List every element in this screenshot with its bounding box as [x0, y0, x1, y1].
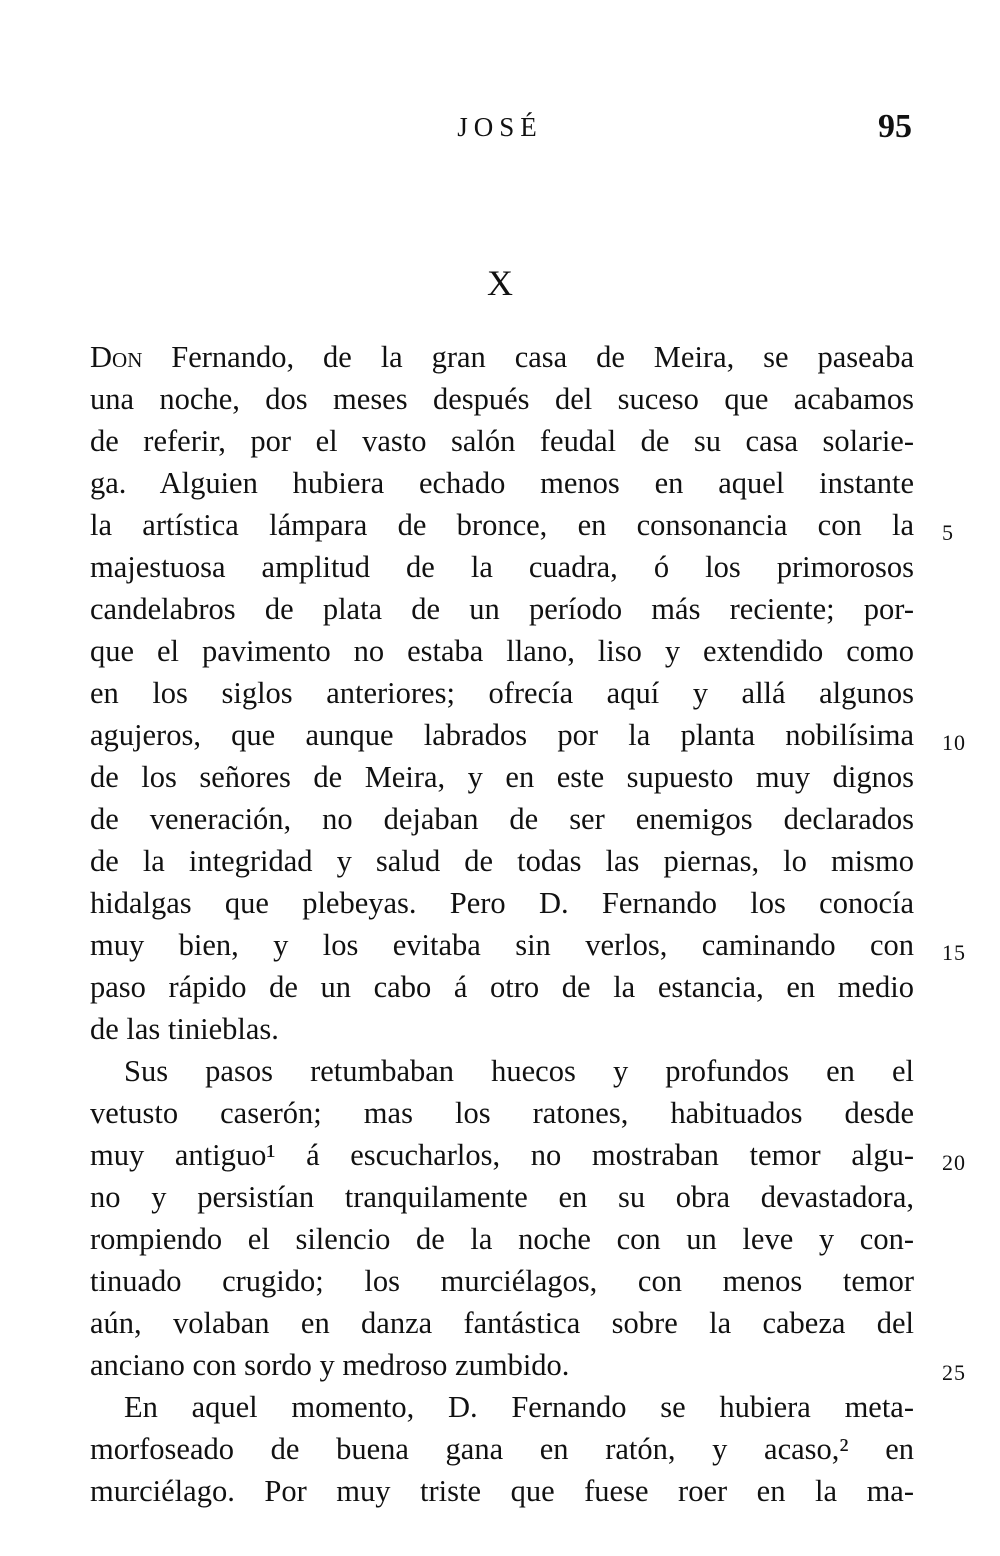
- text-line: tinuado crugido; los murciélagos, con menos temor: [90, 1264, 914, 1298]
- line-number-marker: 15: [942, 940, 966, 965]
- text-line: anciano con sordo y medroso zumbido.: [90, 1348, 570, 1382]
- running-head: [0, 108, 1000, 152]
- small-caps-word: Don: [90, 340, 143, 374]
- text-line: ga. Alguien hubiera echado menos en aquel instante: [90, 466, 914, 500]
- line-number-marker: 20: [942, 1150, 966, 1175]
- text-line: agujeros, que aunque labrados por la planta nobilísima: [90, 718, 914, 752]
- text-line: aún, volaban en danza fantástica sobre la cabeza del: [90, 1306, 914, 1340]
- text-line: en los siglos anteriores; ofrecía aquí y allá algunos: [90, 676, 914, 710]
- line-number-marker: 5: [942, 520, 954, 545]
- text-line: Sus pasos retumbaban huecos y profundos en el: [124, 1054, 914, 1088]
- text-line: Don Fernando, de la gran casa de Meira, se paseaba: [90, 340, 914, 374]
- text-line: de la integridad y salud de todas las piernas, lo mismo: [90, 844, 914, 878]
- text-line: morfoseado de buena gana en ratón, y acaso,² en: [90, 1432, 914, 1466]
- text-line: majestuosa amplitud de la cuadra, ó los primorosos: [90, 550, 914, 584]
- line-number-marker: 25: [942, 1360, 966, 1385]
- page-number: 95: [878, 108, 912, 145]
- text-line: no y persistían tranquilamente en su obra devastadora,: [90, 1180, 914, 1214]
- text-line: que el pavimento no estaba llano, liso y extendido como: [90, 634, 914, 668]
- text-line: de las tinieblas.: [90, 1012, 279, 1046]
- text-line: murciélago. Por muy triste que fuese roer en la ma-: [90, 1474, 914, 1508]
- body-text: [90, 336, 914, 1512]
- text-line: candelabros de plata de un período más reciente; por-: [90, 592, 914, 626]
- running-title: JOSÉ: [457, 112, 543, 142]
- text-line: una noche, dos meses después del suceso que acabamos: [90, 382, 914, 416]
- text-line: hidalgas que plebeyas. Pero D. Fernando los conocía: [90, 886, 914, 920]
- line-number-marker: 10: [942, 730, 966, 755]
- text-line: de los señores de Meira, y en este supuesto muy dignos: [90, 760, 914, 794]
- text-line: la artística lámpara de bronce, en consonancia con la: [90, 508, 914, 542]
- text-line: muy bien, y los evitaba sin verlos, caminando con: [90, 928, 914, 962]
- text-line: En aquel momento, D. Fernando se hubiera meta-: [124, 1390, 914, 1424]
- text-line: vetusto caserón; mas los ratones, habituados desde: [90, 1096, 914, 1130]
- chapter-heading: X: [487, 263, 513, 303]
- text-line: de referir, por el vasto salón feudal de su casa solarie-: [90, 424, 914, 458]
- text-line: rompiendo el silencio de la noche con un leve y con-: [90, 1222, 914, 1256]
- text-line: muy antiguo¹ á escucharlos, no mostraban temor algu-: [90, 1138, 914, 1172]
- text-line: de veneración, no dejaban de ser enemigos declarados: [90, 802, 914, 836]
- text-line: paso rápido de un cabo á otro de la estancia, en medio: [90, 970, 914, 1004]
